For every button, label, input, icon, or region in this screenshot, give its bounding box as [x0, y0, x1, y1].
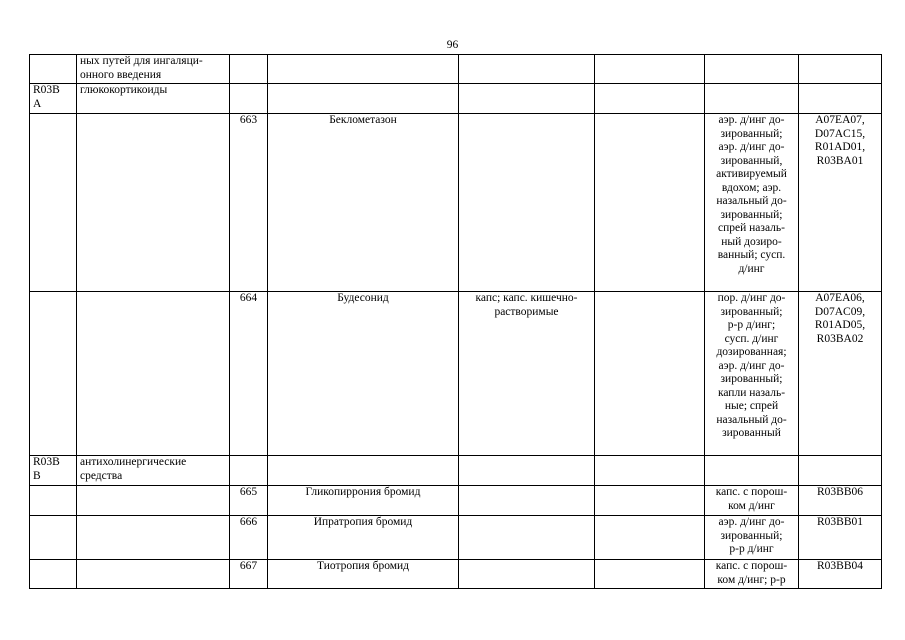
atc-code-line: D07AC15,: [814, 127, 866, 140]
dosage-line: ный дозиро-: [721, 235, 782, 248]
dosage-forms-cell: [705, 292, 799, 456]
item-number-cell: 663: [230, 114, 268, 292]
atc-group-code-cell: [30, 456, 77, 486]
drug-forms-cell: [459, 114, 595, 292]
table-row: [30, 560, 882, 589]
atc-codes-cell: [799, 114, 882, 292]
dosage-line: вдохом; аэр.: [721, 181, 782, 194]
dosage-line: назальный до-: [716, 413, 787, 426]
table-row: [30, 55, 882, 84]
dosage-line: назальный до-: [716, 195, 787, 207]
dosage-line: д/инг: [738, 262, 765, 275]
drug-name-cell: Тиотропия бромид: [268, 560, 459, 589]
dosage-line: зированный: [722, 427, 781, 439]
atc-group-code-cell: [30, 292, 77, 456]
drug-table: [29, 54, 882, 589]
item-number-cell: [230, 55, 268, 84]
empty-cell: [595, 84, 705, 114]
drug-name-cell: [268, 55, 459, 84]
dosage-line: ные; спрей: [724, 400, 779, 412]
atc-group-code-part: R03B: [33, 456, 60, 468]
dosage-line: ванный; сусп.: [717, 249, 786, 261]
table-row: [30, 114, 882, 292]
dosage-line: капли назаль-: [717, 386, 786, 399]
dosage-forms-cell: [705, 516, 799, 560]
dosage-line: ком д/инг; р-р: [717, 573, 786, 586]
group-name-cell: [77, 292, 230, 456]
dosage-forms-cell: [705, 55, 799, 84]
item-number-cell: 664: [230, 292, 268, 456]
item-number-cell: 666: [230, 516, 268, 560]
atc-code-line: A07EA07,: [815, 114, 865, 126]
empty-cell: [595, 456, 705, 486]
drug-name-cell: [268, 84, 459, 114]
item-number-cell: [230, 84, 268, 114]
atc-code-line: R03BB04: [816, 560, 863, 572]
drug-forms-cell: [459, 84, 595, 114]
atc-group-code-cell: [30, 486, 77, 516]
dosage-line: пор. д/инг до-: [717, 292, 786, 304]
drug-name-cell: [268, 456, 459, 486]
atc-codes-cell: [799, 486, 882, 516]
dosage-line: капс. с порош-: [715, 560, 788, 572]
drug-form-line: капс; капс. кишечно-: [475, 292, 578, 304]
dosage-line: ком д/инг: [728, 499, 775, 512]
group-name-cell: [77, 560, 230, 589]
dosage-line: зированный;: [720, 529, 783, 542]
group-name-cell: [77, 114, 230, 292]
atc-code-line: R01AD05,: [814, 319, 866, 331]
atc-codes-cell: [799, 292, 882, 456]
group-name-line: глюкокортикоиды: [80, 84, 168, 96]
atc-code-line: D07AC09,: [814, 305, 866, 318]
atc-code-line: R03BA02: [816, 332, 864, 345]
dosage-line: зированный;: [720, 305, 783, 318]
atc-code-line: R03BB01: [816, 516, 863, 528]
dosage-line: р-р д/инг: [729, 543, 774, 555]
atc-group-code-part: A: [33, 97, 42, 110]
group-name-line: ных путей для ингаляци-: [80, 55, 203, 67]
dosage-line: аэр. д/инг до-: [718, 516, 785, 528]
atc-group-code-part: B: [33, 469, 41, 482]
dosage-line: дозированная;: [716, 346, 787, 358]
atc-code-line: R01AD01,: [814, 141, 866, 153]
dosage-line: аэр. д/инг до-: [718, 141, 785, 153]
atc-code-line: A07EA06,: [815, 292, 865, 304]
table-row: [30, 84, 882, 114]
empty-cell: [595, 486, 705, 516]
drug-forms-cell: [459, 292, 595, 456]
dosage-line: зированный;: [720, 127, 783, 140]
dosage-line: сусп. д/инг: [724, 332, 779, 345]
group-name-line: средства: [80, 469, 123, 482]
table-body: [30, 55, 882, 589]
atc-codes-cell: [799, 84, 882, 114]
drug-forms-cell: [459, 486, 595, 516]
empty-cell: [595, 55, 705, 84]
group-name-line: онного введения: [80, 68, 162, 81]
group-name-cell: [77, 84, 230, 114]
drug-name-cell: Гликопиррония бромид: [268, 486, 459, 516]
drug-forms-cell: [459, 456, 595, 486]
dosage-line: аэр. д/инг до-: [718, 359, 785, 372]
atc-group-code-cell: [30, 55, 77, 84]
atc-codes-cell: [799, 560, 882, 589]
atc-group-code-part: R03B: [33, 84, 60, 96]
group-name-cell: [77, 456, 230, 486]
dosage-line: зированный;: [720, 208, 783, 221]
dosage-forms-cell: [705, 560, 799, 589]
empty-cell: [595, 516, 705, 560]
table-row: [30, 486, 882, 516]
dosage-line: зированный,: [720, 154, 783, 167]
table-row: [30, 456, 882, 486]
dosage-line: активируемый: [716, 168, 787, 180]
empty-cell: [595, 114, 705, 292]
dosage-forms-cell: [705, 456, 799, 486]
group-name-line: антихолинергические: [80, 456, 187, 468]
dosage-line: спрей назаль-: [718, 222, 785, 234]
drug-forms-cell: [459, 55, 595, 84]
atc-codes-cell: [799, 456, 882, 486]
drug-forms-cell: [459, 560, 595, 589]
dosage-line: зированный;: [720, 373, 783, 385]
atc-group-code-cell: [30, 84, 77, 114]
atc-codes-cell: [799, 55, 882, 84]
drug-name-cell: Ипратропия бромид: [268, 516, 459, 560]
atc-group-code-cell: [30, 516, 77, 560]
dosage-forms-cell: [705, 486, 799, 516]
atc-codes-cell: [799, 516, 882, 560]
atc-code-line: R03BB06: [816, 486, 863, 498]
atc-group-code-cell: [30, 560, 77, 589]
drug-name-cell: Беклометазон: [268, 114, 459, 292]
page-number: 96: [446, 39, 459, 51]
dosage-line: р-р д/инг;: [727, 319, 776, 331]
dosage-line: аэр. д/инг до-: [718, 114, 785, 126]
drug-form-line: растворимые: [494, 305, 559, 318]
group-name-cell: [77, 486, 230, 516]
empty-cell: [595, 292, 705, 456]
dosage-forms-cell: [705, 114, 799, 292]
atc-code-line: R03BA01: [816, 154, 864, 167]
group-name-cell: [77, 516, 230, 560]
table-row: [30, 292, 882, 456]
item-number-cell: 667: [230, 560, 268, 589]
atc-group-code-cell: [30, 114, 77, 292]
drug-forms-cell: [459, 516, 595, 560]
item-number-cell: [230, 456, 268, 486]
dosage-line: капс. с порош-: [715, 486, 788, 498]
drug-name-cell: Будесонид: [268, 292, 459, 456]
item-number-cell: 665: [230, 486, 268, 516]
empty-cell: [595, 560, 705, 589]
table-row: [30, 516, 882, 560]
group-name-cell: [77, 55, 230, 84]
dosage-forms-cell: [705, 84, 799, 114]
